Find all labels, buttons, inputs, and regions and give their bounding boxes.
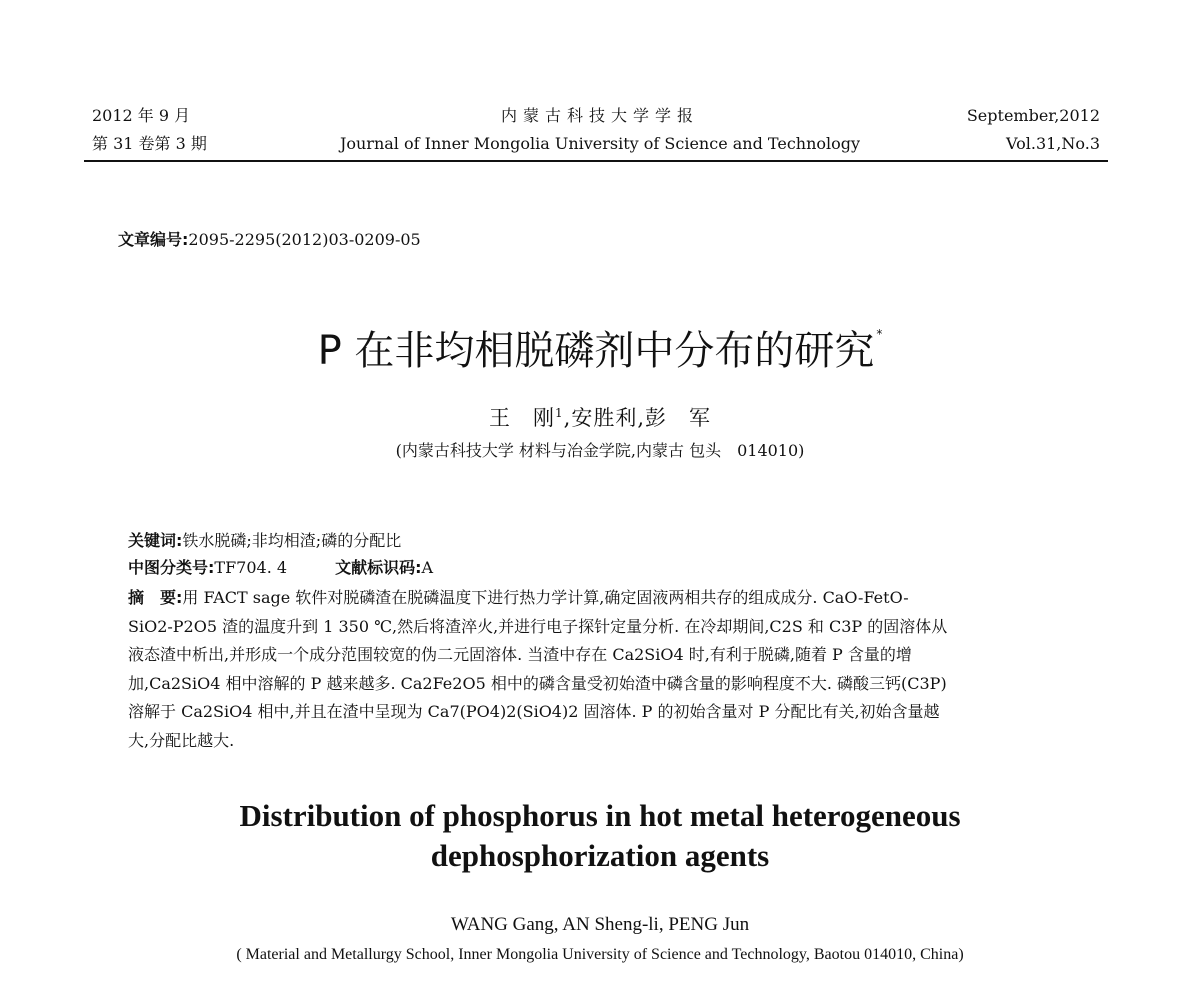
affiliation-en: ( Material and Metallurgy School, Inner Mongolia University of Science and Technology, Baotou 014010, China): [236, 946, 964, 963]
paper-title-cn: [0, 308, 1200, 377]
paper-title-en-line1: Distribution of phosphorus in hot metal heterogeneous: [239, 798, 961, 833]
journal-name-en: Journal of Inner Mongolia University of Science and Technology: [339, 134, 861, 153]
keywords-label: 关键词:: [128, 531, 183, 550]
author-affiliation-sup: 1: [555, 406, 564, 420]
doc-code-label: 文献标识码:: [335, 558, 422, 577]
article-number-label: 文章编号:: [118, 230, 189, 249]
abstract-line: 加,Ca2SiO4 相中溶解的 P 越来越多. Ca2Fe2O5 相中的磷含量受初始渣中磷含量的影响程度不大. 磷酸三钙(C3P): [128, 673, 947, 693]
abstract-line: SiO2-P2O5 渣的温度升到 1 350 ℃,然后将渣淬火,并进行电子探针定量分析. 在冷却期间,C2S 和 C3P 的固溶体从: [128, 616, 948, 636]
author-first-cn: 王 刚: [489, 406, 555, 430]
authors-cn: [0, 402, 1200, 432]
paper-title-en-line2: dephosphorization agents: [430, 838, 770, 873]
header-date-en: September,2012: [966, 106, 1100, 125]
classification: [128, 555, 433, 581]
abstract-line: 液态渣中析出,并形成一个成分范围较宽的伪二元固溶体. 当渣中存在 Ca2SiO4 时,有利于脱磷,随着 P 含量的增: [128, 645, 912, 665]
abstract-line: 大,分配比越大.: [128, 730, 235, 750]
authors-rest-cn: ,安胜利,彭 军: [563, 406, 711, 430]
header-divider: [84, 160, 1108, 162]
clc-label: 中图分类号:: [128, 558, 215, 577]
article-number-value: 2095-2295(2012)03-0209-05: [188, 230, 421, 249]
header-issue-cn: 第 31 卷第 3 期: [92, 134, 207, 153]
abstract-label: 摘 要:: [128, 588, 183, 607]
title-footnote-mark: *: [876, 327, 883, 341]
abstract: [128, 584, 1073, 756]
affiliation-cn: (内蒙古科技大学 材料与冶金学院,内蒙古 包头 014010): [395, 441, 805, 460]
header-date-cn: 2012 年 9 月: [92, 106, 191, 125]
keywords: [128, 528, 401, 554]
article-number: [118, 227, 421, 250]
paper-title-en: [0, 796, 1200, 876]
header-issue-en: Vol.31,No.3: [1006, 134, 1100, 153]
abstract-line: 溶解于 Ca2SiO4 相中,并且在渣中呈现为 Ca7(PO4)2(SiO4)2 固溶体. P 的初始含量对 P 分配比有关,初始含量越: [128, 702, 940, 722]
doc-code-value: A: [421, 558, 434, 577]
authors-en: WANG Gang, AN Sheng-li, PENG Jun: [450, 914, 750, 935]
journal-name-cn: 内蒙古科技大学学报: [500, 106, 699, 125]
keywords-value: 铁水脱磷;非均相渣;磷的分配比: [182, 531, 402, 550]
abstract-line: 摘 要:用 FACT sage 软件对脱磷渣在脱磷温度下进行热力学计算,确定固液两相共存的组成成分. CaO-FetO-: [128, 588, 909, 607]
paper-title-cn-text: P 在非均相脱磷剂中分布的研究: [317, 328, 875, 374]
clc-value: TF704. 4: [214, 558, 288, 577]
header-date-issue-en: [967, 102, 1100, 158]
